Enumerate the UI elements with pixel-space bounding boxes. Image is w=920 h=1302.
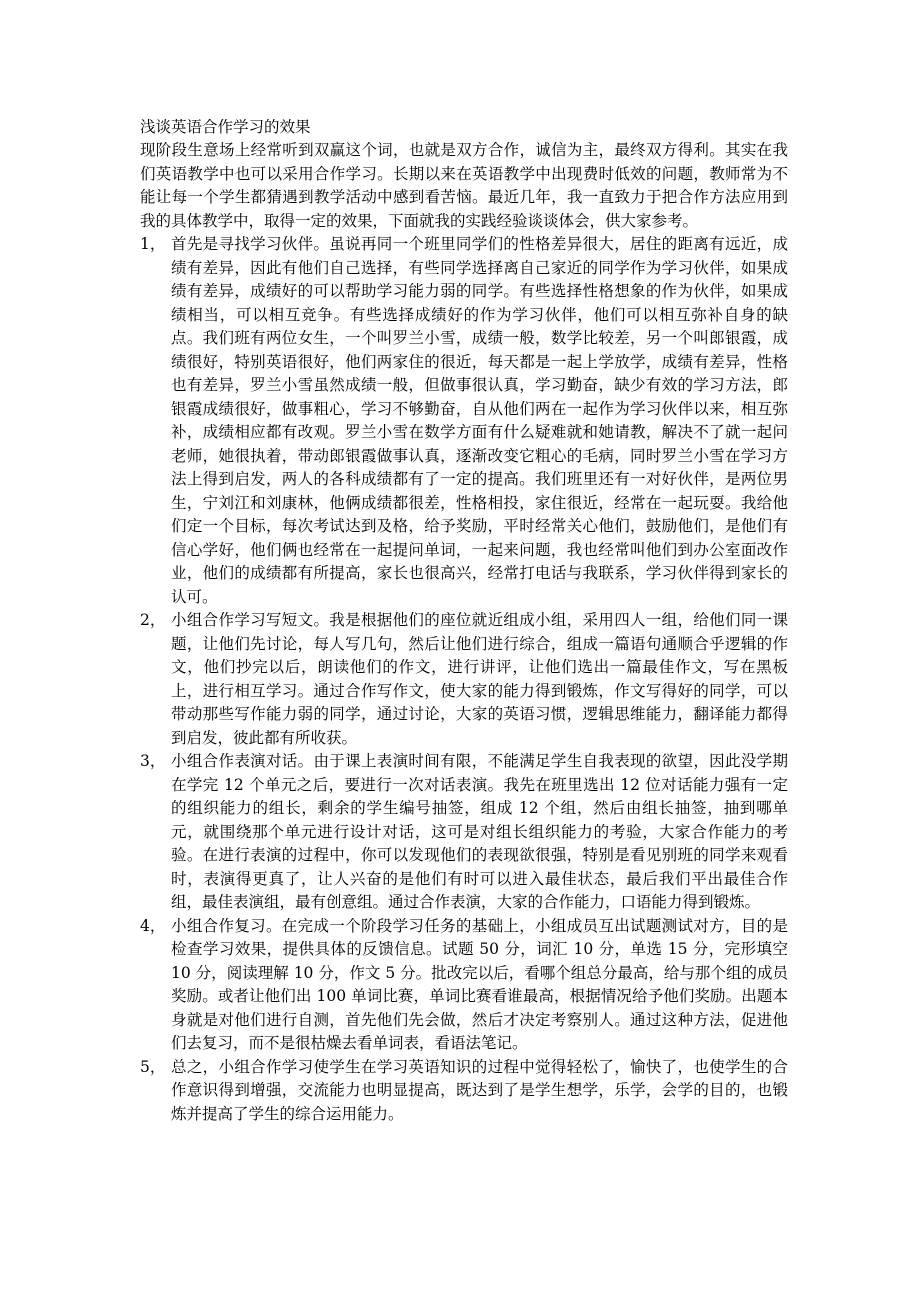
list-item-text: 首先是寻找学习伙伴。虽说再同一个班里同学们的性格差异很大，居住的距离有远近，成绩有差异，因此有他们自己选择，有些同学选择离自己家近的同学作为学习伙伴，如果成绩有差异，成绩好的可以帮助学习能力弱的同学。有些选择性格想象的作为伙伴，如果成绩相当，可以相互竞争。有些选择成绩好的作为学习伙伴，他们可以相互弥补自身的缺点。我们班有两位女生，一个叫罗兰小雪，成绩一般，数学比较差，另一个叫郎银霞，成绩很好，特别英语很好，他们两家住的很近，每天都是一起上学放学，成绩有差异，性格也有差异，罗兰小雪虽然成绩一般，但做事很认真，学习勤奋，缺少有效的学习方法，郎银霞成绩很好，做事粗心，学习不够勤奋，自从他们两在一起作为学习伙伴以来，相互弥补，成绩相应都有改观。罗兰小雪在数学方面有什么疑难就和她请教，解决不了就一起问老师，她很执着，带动郎银霞做事认真，逐渐改变它粗心的毛病，同时罗兰小雪在学习方法上得到启发，两人的各科成绩都有了一定的提高。我们班里还有一对好伙伴，是两位男生，宁刘江和刘康林，他俩成绩都很差，性格相投，家住很近，经常在一起玩耍。我给他们定一个目标，每次考试达到及格，给予奖励，平时经常关心他们，鼓励他们，是他们有信心学好，他们俩也经常在一起提问单词，一起来问题，我也经常叫他们到办公室面改作业，他们的成绩都有所提高，家长也很高兴，经常打电话与我联系，学习伙伴得到家长的认可。	[171, 235, 788, 606]
list-item-number: 3，	[140, 752, 166, 770]
list-item-text: 总之，小组合作学习使学生在学习英语知识的过程中觉得轻松了，愉快了，也使学生的合作意识得到增强，交流能力也明显提高，既达到了是学生想学，乐学，会学的目的，也锻炼并提高了学生的综合运用能力。	[171, 1057, 788, 1123]
list-item-number: 2，	[140, 611, 166, 629]
list-item	[140, 915, 788, 1056]
list-item-text: 小组合作表演对话。由于课上表演时间有限，不能满足学生自我表现的欲望，因此没学期在学完 12 个单元之后，要进行一次对话表演。我先在班里选出 12 位对话能力强有一定的组织能力的组长，剩余的学生编号抽签，组成 12 个组，然后由组长抽签，抽到哪单元，就围绕那个单元进行设计对话，这可是对组长组织能力的考验，大家合作能力的考验。在进行表演的过程中，你可以发现他们的表现欲很强，特别是看见别班的同学来观看时，表演得更真了，让人兴奋的是他们有时可以进入最佳状态，最后我们平出最佳合作组，最佳表演组，最有创意组。通过合作表演，大家的合作能力，口语能力得到锻炼。	[171, 752, 788, 911]
list-item-number: 4，	[140, 916, 166, 935]
list-item-text: 小组合作学习写短文。我是根据他们的座位就近组成小组，采用四人一组，给他们同一课题，让他们先讨论，每人写几句，然后让他们进行综合，组成一篇语句通顺合乎逻辑的作文，他们抄完以后，朗读他们的作文，进行讲评，让他们选出一篇最佳作文，写在黑板上，进行相互学习。通过合作写作文，使大家的能力得到锻炼，作文写得好的同学，可以带动那些写作能力弱的同学，通过讨论，大家的英语习惯，逻辑思维能力，翻译能力都得到启发，彼此都有所收获。	[171, 611, 788, 747]
list-item	[140, 750, 788, 915]
list-item-number: 5，	[140, 1057, 166, 1076]
document-body	[140, 115, 788, 1126]
intro-paragraph: 现阶段生意场上经常听到双赢这个词，也就是双方合作，诚信为主，最终双方得利。其实在我们英语教学中也可以采用合作学习。长期以来在英语教学中出现费时低效的问题，教师常为不能让每一个学生都猜遇到教学活动中感到看苦恼。最近几年，我一直致力于把合作方法应用到我的具体教学中，取得一定的效果，下面就我的实践经验谈谈体会，供大家参考。	[140, 141, 788, 230]
list-item-number: 1，	[140, 235, 166, 253]
list-item	[140, 1056, 788, 1127]
document-title: 浅谈英语合作学习的效果	[140, 118, 311, 136]
list-item	[140, 609, 788, 750]
list-item-text: 小组合作复习。在完成一个阶段学习任务的基础上，小组成员互出试题测试对方，目的是检查学习效果，提供具体的反馈信息。试题 50 分，词汇 10 分，单选 15 分，完形填空 10 分，阅读理解 10 分，作文 5 分。批改完以后，看哪个组总分最高，给与那个组的成员奖励。或者让他们出 100 单词比赛，单词比赛看谁最高，根据情况给予他们奖励。出题本身就是对他们进行自测，首先他们先会做，然后才决定考察别人。通过这种方法，促进他们去复习，而不是很枯燥去看单词表，看语法笔记。	[171, 916, 788, 1052]
list-item	[140, 233, 788, 609]
